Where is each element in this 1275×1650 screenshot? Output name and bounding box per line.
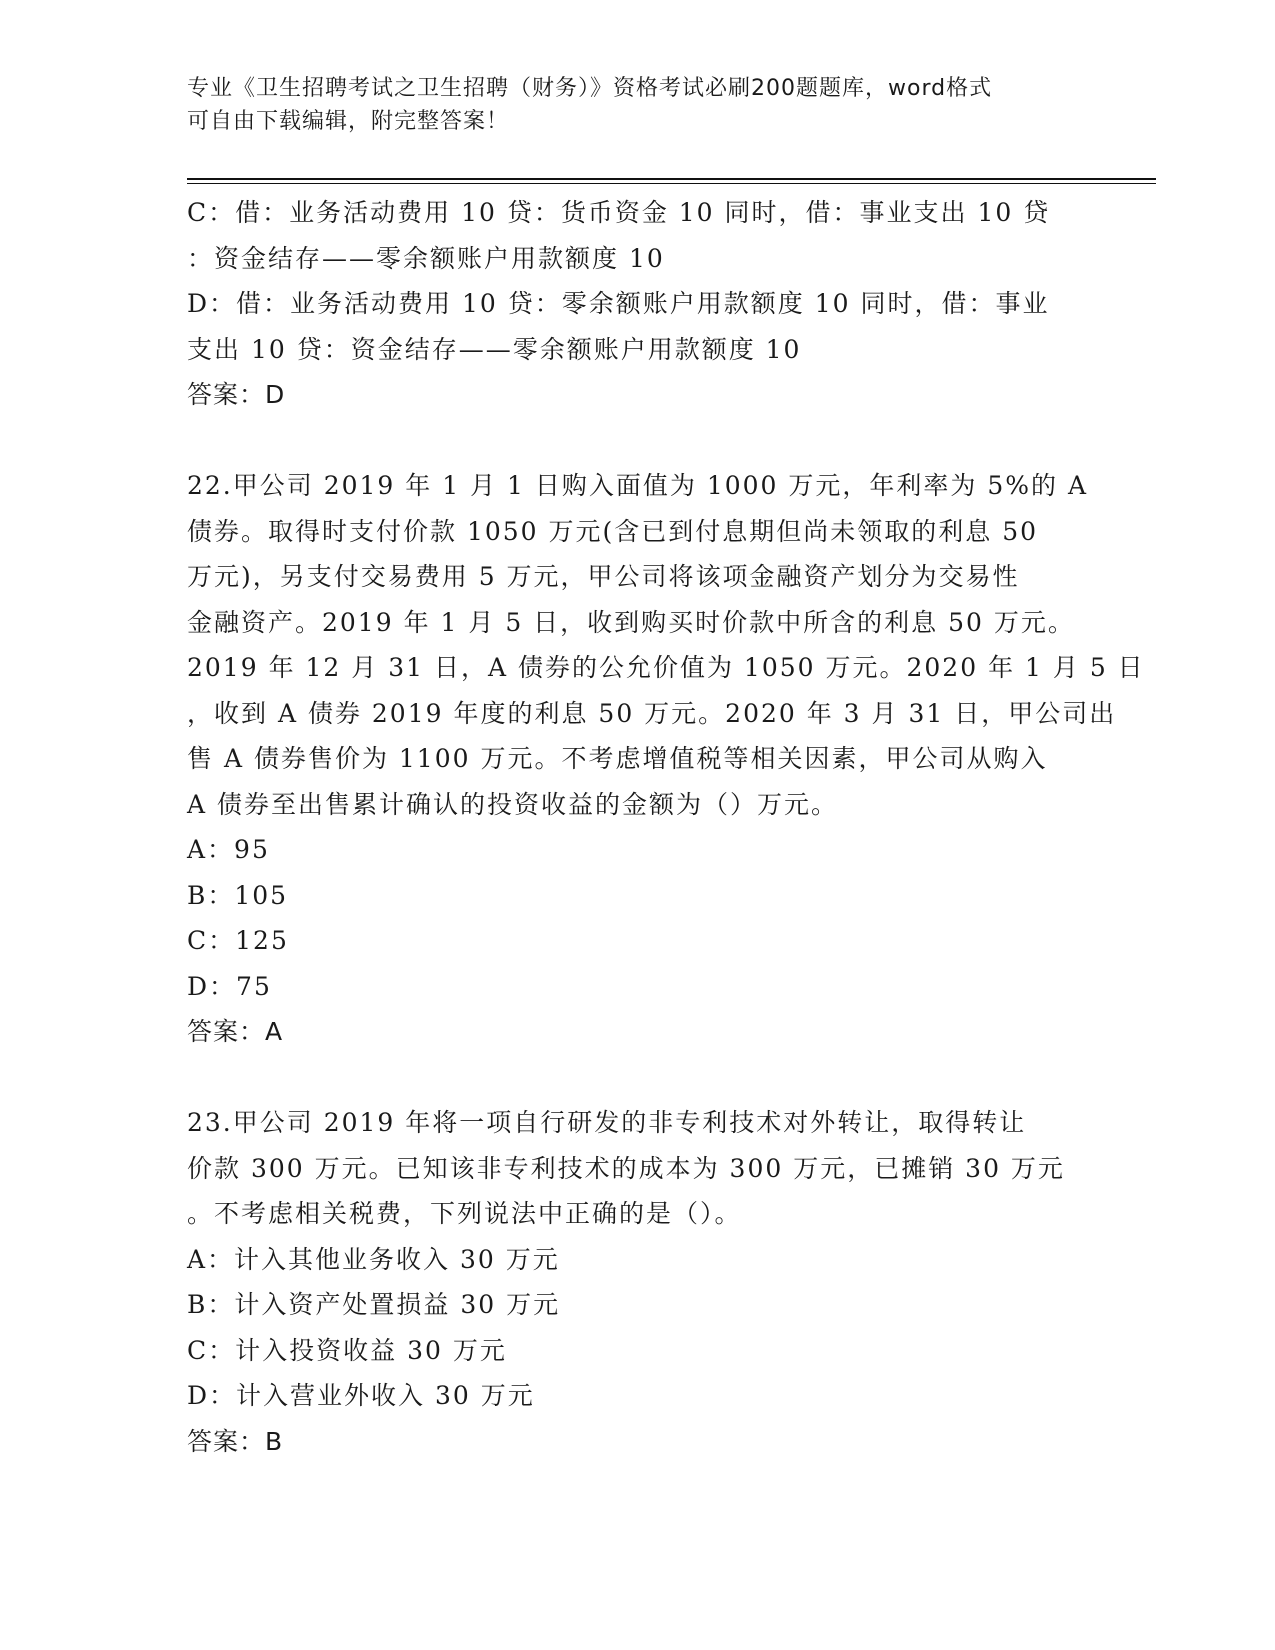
question-text-line: 。不考虑相关税费，下列说法中正确的是（）。	[187, 1199, 742, 1228]
option-c: C：125	[187, 926, 289, 955]
section-spacer	[187, 418, 1087, 464]
question-text-line: 金融资产。2019 年 1 月 5 日，收到购买时价款中所含的利息 50 万元。	[187, 607, 1075, 637]
option-b: B：计入资产处置损益 30 万元	[187, 1290, 561, 1319]
option-c-line-2: ：资金结存——零余额账户用款额度 10	[187, 243, 665, 273]
question-text-line: 售 A 债券售价为 1100 万元。不考虑增值税等相关因素，甲公司从购入	[187, 744, 1048, 773]
option-b: B：105	[187, 880, 289, 910]
question-text-line: 价款 300 万元。已知该非专利技术的成本为 300 万元，已摊销 30 万元	[187, 1153, 1065, 1183]
option-a: A：计入其他业务收入 30 万元	[187, 1244, 560, 1274]
header-title-line-2: 可自由下载编辑，附完整答案！	[187, 109, 510, 134]
header-divider-thick	[187, 178, 1156, 180]
option-d-line-2: 支出 10 贷：资金结存——零余额账户用款额度 10	[187, 334, 802, 364]
header-divider-thin	[187, 183, 1156, 184]
question-23	[187, 1100, 1087, 1464]
question-text-line: 22.甲公司 2019 年 1 月 1 日购入面值为 1000 万元，年利率为 5%的 A	[187, 471, 1089, 500]
option-c-line-1: C：借：业务活动费用 10 贷：货币资金 10 同时，借：事业支出 10 贷	[187, 198, 1051, 227]
question-text-line: 万元)，另支付交易费用 5 万元，甲公司将该项金融资产划分为交易性	[187, 562, 1020, 591]
option-d-line-1: D：借：业务活动费用 10 贷：零余额账户用款额度 10 同时，借：事业	[187, 289, 1050, 318]
answer-label: 答案：A	[187, 1017, 284, 1046]
document-header	[187, 72, 1067, 138]
previous-question-continuation	[187, 190, 1087, 418]
section-spacer	[187, 1055, 1087, 1101]
option-a: A：95	[187, 835, 270, 864]
question-text-line: ，收到 A 债券 2019 年度的利息 50 万元。2020 年 3 月 31 日，甲公司出	[187, 698, 1117, 728]
question-text-line: A 债券至出售累计确认的投资收益的金额为（）万元。	[187, 789, 839, 819]
question-text-line: 2019 年 12 月 31 日，A 债券的公允价值为 1050 万元。2020 年 1 月 5 日	[187, 653, 1145, 682]
answer-label: 答案：D	[187, 380, 286, 409]
question-text-line: 债券。取得时支付价款 1050 万元(含已到付息期但尚未领取的利息 50	[187, 516, 1039, 546]
question-text-line: 23.甲公司 2019 年将一项自行研发的非专利技术对外转让，取得转让	[187, 1108, 1027, 1137]
option-c: C：计入投资收益 30 万元	[187, 1335, 507, 1365]
answer-label: 答案：B	[187, 1426, 284, 1456]
option-d: D：计入营业外收入 30 万元	[187, 1381, 535, 1410]
question-22	[187, 463, 1145, 1055]
header-title-line-1: 专业《卫生招聘考试之卫生招聘（财务）》资格考试必刷200题题库，word格式	[187, 76, 993, 101]
document-body	[187, 190, 1145, 1464]
option-d: D：75	[187, 971, 272, 1001]
